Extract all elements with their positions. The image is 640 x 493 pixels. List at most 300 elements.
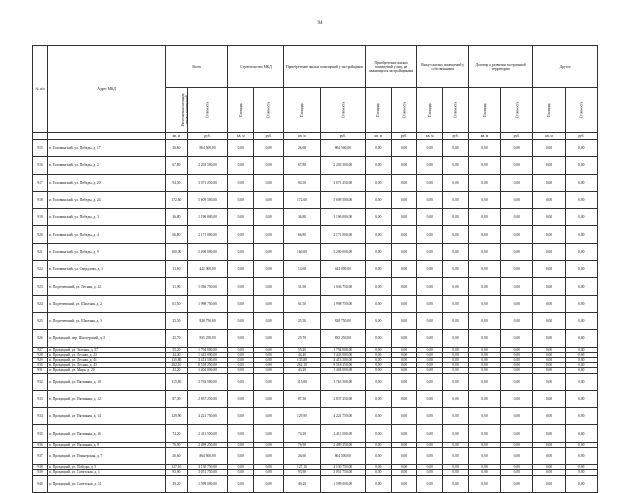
other-cost: 0,00 bbox=[565, 470, 597, 475]
nondeveloper-area: 0,00 bbox=[365, 140, 391, 157]
other-area: 0,00 bbox=[533, 191, 565, 208]
group-developer-purchase: Приобретение жилых помещений у застройщиков bbox=[284, 46, 366, 88]
other-cost: 0,00 bbox=[565, 465, 597, 470]
other-area: 0,00 bbox=[533, 312, 565, 329]
territory-cost: 0,00 bbox=[501, 140, 533, 157]
other-cost: 0,00 bbox=[565, 278, 597, 295]
unit-sqm: кв. м bbox=[284, 133, 321, 140]
row-number: 924 bbox=[33, 295, 48, 312]
other-area: 0,00 bbox=[533, 226, 565, 243]
table-row bbox=[33, 312, 598, 329]
construction-cost: 0,00 bbox=[254, 465, 284, 470]
row-address: п. Прокуцкий, ул. Зеленая, д. 57 bbox=[48, 347, 166, 352]
buyout-area: 0,00 bbox=[417, 278, 443, 295]
other-cost: 0,00 bbox=[565, 390, 597, 407]
construction-area: 0,00 bbox=[228, 425, 254, 442]
col-num: № п/п bbox=[33, 46, 48, 133]
nondeveloper-area: 0,00 bbox=[365, 312, 391, 329]
subhead-cost: Стоимость bbox=[187, 88, 228, 133]
buyout-cost: 0,00 bbox=[443, 373, 469, 390]
buyout-area: 0,00 bbox=[417, 191, 443, 208]
buyout-cost: 0,00 bbox=[443, 363, 469, 368]
territory-cost: 0,00 bbox=[501, 373, 533, 390]
nondeveloper-cost: 0,00 bbox=[391, 363, 417, 368]
other-area: 0,00 bbox=[533, 330, 565, 347]
developer-area: 262,10 bbox=[284, 363, 321, 368]
developer-area: 13,60 bbox=[284, 261, 321, 278]
construction-area: 0,00 bbox=[228, 470, 254, 475]
row-address: п. Прокуцкий, ул. Лесная, д. 23 bbox=[48, 352, 166, 357]
unit-rub: руб. bbox=[501, 133, 533, 140]
total-area: 76,90 bbox=[166, 442, 187, 447]
construction-area: 0,00 bbox=[228, 174, 254, 191]
buyout-cost: 0,00 bbox=[443, 425, 469, 442]
buyout-area: 0,00 bbox=[417, 226, 443, 243]
subhead-square: Площадь bbox=[533, 88, 565, 133]
developer-area: 87,30 bbox=[284, 390, 321, 407]
row-address: п. Головинский, ул. Победы, д. 17 bbox=[48, 140, 166, 157]
construction-area: 0,00 bbox=[228, 226, 254, 243]
developer-area: 129,90 bbox=[284, 408, 321, 425]
construction-area: 0,00 bbox=[228, 368, 254, 373]
territory-cost: 0,00 bbox=[501, 278, 533, 295]
buyout-area: 0,00 bbox=[417, 352, 443, 357]
nondeveloper-cost: 0,00 bbox=[391, 408, 417, 425]
territory-cost: 0,00 bbox=[501, 465, 533, 470]
developer-area: 31,90 bbox=[284, 278, 321, 295]
total-cost: 1 443 000,00 bbox=[187, 352, 228, 357]
developer-area: 93,90 bbox=[284, 470, 321, 475]
other-area: 0,00 bbox=[533, 261, 565, 278]
other-area: 0,00 bbox=[533, 465, 565, 470]
row-address: п. Прокуцкий, ул. Советская, д. 11 bbox=[48, 475, 166, 492]
developer-cost: 828 750,00 bbox=[320, 312, 365, 329]
total-cost: 442 000,00 bbox=[187, 261, 228, 278]
territory-area: 0,00 bbox=[468, 140, 500, 157]
territory-cost: 0,00 bbox=[501, 447, 533, 464]
territory-area: 0,00 bbox=[468, 442, 500, 447]
row-number: 938 bbox=[33, 465, 48, 470]
table-row bbox=[33, 140, 598, 157]
total-cost: 2 411 500,00 bbox=[187, 425, 228, 442]
developer-cost: 5 609 500,00 bbox=[320, 191, 365, 208]
nondeveloper-area: 0,00 bbox=[365, 243, 391, 260]
nondeveloper-cost: 0,00 bbox=[391, 470, 417, 475]
construction-cost: 0,00 bbox=[254, 408, 284, 425]
territory-cost: 0,00 bbox=[501, 209, 533, 226]
territory-cost: 0,00 bbox=[501, 425, 533, 442]
subhead-area: Расселяемая площадь жилых помещений bbox=[166, 88, 187, 133]
total-cost: 2 837 250,00 bbox=[187, 390, 228, 407]
subhead-cost: Стоимость bbox=[565, 88, 597, 133]
other-area: 0,00 bbox=[533, 368, 565, 373]
nondeveloper-cost: 0,00 bbox=[391, 368, 417, 373]
nondeveloper-area: 0,00 bbox=[365, 442, 391, 447]
page-number: 94 bbox=[317, 21, 323, 26]
nondeveloper-cost: 0,00 bbox=[391, 157, 417, 174]
row-number: 930 bbox=[33, 363, 48, 368]
nondeveloper-area: 0,00 bbox=[365, 373, 391, 390]
row-number: 940 bbox=[33, 475, 48, 492]
construction-area: 0,00 bbox=[228, 330, 254, 347]
construction-cost: 0,00 bbox=[254, 278, 284, 295]
construction-area: 0,00 bbox=[228, 191, 254, 208]
developer-cost: 4 221 750,00 bbox=[320, 408, 365, 425]
other-cost: 0,00 bbox=[565, 226, 597, 243]
developer-area: 76,90 bbox=[284, 442, 321, 447]
other-area: 0,00 bbox=[533, 295, 565, 312]
buyout-cost: 0,00 bbox=[443, 390, 469, 407]
territory-cost: 0,00 bbox=[501, 261, 533, 278]
row-number: 919 bbox=[33, 209, 48, 226]
other-area: 0,00 bbox=[533, 140, 565, 157]
buyout-cost: 0,00 bbox=[443, 357, 469, 362]
developer-area: 115,80 bbox=[284, 373, 321, 390]
subhead-cost: Стоимость bbox=[320, 88, 365, 133]
nondeveloper-area: 0,00 bbox=[365, 425, 391, 442]
developer-area: 74,20 bbox=[284, 425, 321, 442]
buyout-cost: 0,00 bbox=[443, 347, 469, 352]
buyout-cost: 0,00 bbox=[443, 226, 469, 243]
construction-cost: 0,00 bbox=[254, 174, 284, 191]
construction-cost: 0,00 bbox=[254, 312, 284, 329]
nondeveloper-cost: 0,00 bbox=[391, 357, 417, 362]
total-area: 262,10 bbox=[166, 363, 187, 368]
construction-area: 0,00 bbox=[228, 261, 254, 278]
nondeveloper-cost: 0,00 bbox=[391, 465, 417, 470]
nondeveloper-cost: 0,00 bbox=[391, 447, 417, 464]
construction-cost: 0,00 bbox=[254, 352, 284, 357]
construction-area: 0,00 bbox=[228, 390, 254, 407]
buyout-area: 0,00 bbox=[417, 408, 443, 425]
territory-area: 0,00 bbox=[468, 261, 500, 278]
buyout-cost: 0,00 bbox=[443, 408, 469, 425]
total-cost: 3 763 500,00 bbox=[187, 373, 228, 390]
developer-cost: 3 763 500,00 bbox=[320, 373, 365, 390]
other-area: 0,00 bbox=[533, 447, 565, 464]
territory-cost: 0,00 bbox=[501, 390, 533, 407]
territory-area: 0,00 bbox=[468, 447, 500, 464]
buyout-cost: 0,00 bbox=[443, 368, 469, 373]
nondeveloper-area: 0,00 bbox=[365, 390, 391, 407]
total-cost: 835 250,00 bbox=[187, 330, 228, 347]
nondeveloper-area: 0,00 bbox=[365, 226, 391, 243]
buyout-cost: 0,00 bbox=[443, 174, 469, 191]
row-address: п. Головинский, ул. Победы, д. 9 bbox=[48, 243, 166, 260]
total-cost: 1 404 000,00 bbox=[187, 368, 228, 373]
developer-area: 67,80 bbox=[284, 157, 321, 174]
total-area: 67,80 bbox=[166, 157, 187, 174]
nondeveloper-area: 0,00 bbox=[365, 347, 391, 352]
territory-area: 0,00 bbox=[468, 363, 500, 368]
developer-cost: 2 203 500,00 bbox=[320, 157, 365, 174]
nondeveloper-cost: 0,00 bbox=[391, 191, 417, 208]
construction-area: 0,00 bbox=[228, 357, 254, 362]
construction-cost: 0,00 bbox=[254, 368, 284, 373]
row-address: п. Прокуцкий, ул. Пятинная, д. 16 bbox=[48, 425, 166, 442]
nondeveloper-cost: 0,00 bbox=[391, 347, 417, 352]
nondeveloper-cost: 0,00 bbox=[391, 330, 417, 347]
nondeveloper-area: 0,00 bbox=[365, 261, 391, 278]
unit-rub: руб. bbox=[565, 133, 597, 140]
developer-cost: 864 500,00 bbox=[320, 140, 365, 157]
buyout-cost: 0,00 bbox=[443, 140, 469, 157]
total-area: 127,10 bbox=[166, 465, 187, 470]
territory-area: 0,00 bbox=[468, 352, 500, 357]
total-cost: 1 036 750,00 bbox=[187, 278, 228, 295]
total-cost: 5 609 500,00 bbox=[187, 191, 228, 208]
total-cost: 1 599 000,00 bbox=[187, 475, 228, 492]
construction-area: 0,00 bbox=[228, 352, 254, 357]
territory-area: 0,00 bbox=[468, 295, 500, 312]
territory-cost: 0,00 bbox=[501, 312, 533, 329]
row-address: п. Подгечевский, ул. Шахтная, д. 3 bbox=[48, 312, 166, 329]
table-row bbox=[33, 278, 598, 295]
row-number: 928 bbox=[33, 352, 48, 357]
buyout-cost: 0,00 bbox=[443, 261, 469, 278]
total-cost: 4 221 750,00 bbox=[187, 408, 228, 425]
unit-rub: руб. bbox=[254, 133, 284, 140]
buyout-cost: 0,00 bbox=[443, 330, 469, 347]
other-area: 0,00 bbox=[533, 408, 565, 425]
row-address: п. Головинский, ул. Свердлова, д. 1 bbox=[48, 261, 166, 278]
row-address: п. Головинский, ул. Победы, д. 20 bbox=[48, 174, 166, 191]
other-cost: 0,00 bbox=[565, 157, 597, 174]
nondeveloper-area: 0,00 bbox=[365, 368, 391, 373]
construction-area: 0,00 bbox=[228, 295, 254, 312]
total-area: 172,60 bbox=[166, 191, 187, 208]
table-row bbox=[33, 261, 598, 278]
territory-area: 0,00 bbox=[468, 470, 500, 475]
developer-area: 25,50 bbox=[284, 312, 321, 329]
territory-area: 0,00 bbox=[468, 347, 500, 352]
buyout-area: 0,00 bbox=[417, 330, 443, 347]
other-cost: 0,00 bbox=[565, 408, 597, 425]
other-cost: 0,00 bbox=[565, 174, 597, 191]
developer-cost: 2 411 500,00 bbox=[320, 425, 365, 442]
total-cost: 3 051 750,00 bbox=[187, 470, 228, 475]
row-number: 939 bbox=[33, 470, 48, 475]
total-area: 129,90 bbox=[166, 408, 187, 425]
buyout-cost: 0,00 bbox=[443, 243, 469, 260]
territory-cost: 0,00 bbox=[501, 295, 533, 312]
subhead-square: Площадь bbox=[228, 88, 254, 133]
developer-cost: 2 837 250,00 bbox=[320, 390, 365, 407]
table-row bbox=[33, 390, 598, 407]
other-cost: 0,00 bbox=[565, 209, 597, 226]
buyout-area: 0,00 bbox=[417, 363, 443, 368]
territory-cost: 0,00 bbox=[501, 352, 533, 357]
construction-area: 0,00 bbox=[228, 373, 254, 390]
buyout-cost: 0,00 bbox=[443, 312, 469, 329]
other-area: 0,00 bbox=[533, 352, 565, 357]
table-row bbox=[33, 475, 598, 492]
nondeveloper-area: 0,00 bbox=[365, 330, 391, 347]
developer-area: 61,50 bbox=[284, 295, 321, 312]
total-cost: 4 130 750,00 bbox=[187, 465, 228, 470]
total-cost: 1 794 000,00 bbox=[187, 347, 228, 352]
territory-area: 0,00 bbox=[468, 191, 500, 208]
other-cost: 0,00 bbox=[565, 261, 597, 278]
table-row bbox=[33, 157, 598, 174]
other-cost: 0,00 bbox=[565, 140, 597, 157]
table-header bbox=[33, 46, 598, 140]
nondeveloper-area: 0,00 bbox=[365, 465, 391, 470]
table-row bbox=[33, 209, 598, 226]
territory-cost: 0,00 bbox=[501, 470, 533, 475]
developer-area: 172,60 bbox=[284, 191, 321, 208]
subhead-square: Площадь bbox=[417, 88, 443, 133]
total-area: 25,70 bbox=[166, 330, 187, 347]
construction-cost: 0,00 bbox=[254, 357, 284, 362]
buyout-cost: 0,00 bbox=[443, 447, 469, 464]
buyout-area: 0,00 bbox=[417, 174, 443, 191]
row-number: 932 bbox=[33, 373, 48, 390]
construction-area: 0,00 bbox=[228, 278, 254, 295]
total-area: 31,90 bbox=[166, 278, 187, 295]
total-cost: 1 196 000,00 bbox=[187, 209, 228, 226]
territory-cost: 0,00 bbox=[501, 368, 533, 373]
territory-cost: 0,00 bbox=[501, 157, 533, 174]
nondeveloper-area: 0,00 bbox=[365, 408, 391, 425]
other-cost: 0,00 bbox=[565, 373, 597, 390]
total-area: 61,50 bbox=[166, 295, 187, 312]
construction-cost: 0,00 bbox=[254, 390, 284, 407]
developer-cost: 1 794 000,00 bbox=[320, 347, 365, 352]
other-cost: 0,00 bbox=[565, 347, 597, 352]
other-area: 0,00 bbox=[533, 475, 565, 492]
territory-area: 0,00 bbox=[468, 330, 500, 347]
buyout-area: 0,00 bbox=[417, 295, 443, 312]
other-area: 0,00 bbox=[533, 425, 565, 442]
total-cost: 828 750,00 bbox=[187, 312, 228, 329]
row-address: п. Прокуцкий, ул. Пионерская, д. 7 bbox=[48, 447, 166, 464]
row-address: п. Подгечевский, ул. Лесная, д. 12 bbox=[48, 278, 166, 295]
unit-sqm: кв. м bbox=[166, 133, 187, 140]
row-address: п. Прокуцкий, ул. Советская, д. 1 bbox=[48, 470, 166, 475]
construction-cost: 0,00 bbox=[254, 261, 284, 278]
buyout-area: 0,00 bbox=[417, 261, 443, 278]
other-cost: 0,00 bbox=[565, 447, 597, 464]
nondeveloper-cost: 0,00 bbox=[391, 312, 417, 329]
construction-cost: 0,00 bbox=[254, 347, 284, 352]
row-number: 936 bbox=[33, 442, 48, 447]
buyout-cost: 0,00 bbox=[443, 352, 469, 357]
territory-cost: 0,00 bbox=[501, 475, 533, 492]
other-cost: 0,00 bbox=[565, 363, 597, 368]
other-cost: 0,00 bbox=[565, 357, 597, 362]
total-cost: 2 499 250,00 bbox=[187, 442, 228, 447]
row-number: 915 bbox=[33, 140, 48, 157]
nondeveloper-area: 0,00 bbox=[365, 357, 391, 362]
subhead-cost: Стоимость bbox=[501, 88, 533, 133]
developer-cost: 1 443 000,00 bbox=[320, 352, 365, 357]
construction-cost: 0,00 bbox=[254, 425, 284, 442]
nondeveloper-cost: 0,00 bbox=[391, 261, 417, 278]
other-cost: 0,00 bbox=[565, 191, 597, 208]
total-area: 74,20 bbox=[166, 425, 187, 442]
territory-area: 0,00 bbox=[468, 226, 500, 243]
developer-cost: 5 200 000,00 bbox=[320, 243, 365, 260]
total-area: 26,60 bbox=[166, 447, 187, 464]
nondeveloper-area: 0,00 bbox=[365, 363, 391, 368]
other-cost: 0,00 bbox=[565, 243, 597, 260]
developer-cost: 1 196 000,00 bbox=[320, 209, 365, 226]
group-territory-development: Договор о развитии застроенной территории bbox=[468, 46, 532, 88]
construction-area: 0,00 bbox=[228, 465, 254, 470]
other-area: 0,00 bbox=[533, 243, 565, 260]
buyout-area: 0,00 bbox=[417, 442, 443, 447]
buyout-area: 0,00 bbox=[417, 312, 443, 329]
developer-area: 44,40 bbox=[284, 352, 321, 357]
row-address: п. Прокуцкий, пер. Шахтерский, д. 5 bbox=[48, 330, 166, 347]
total-area: 93,90 bbox=[166, 470, 187, 475]
developer-cost: 1 599 000,00 bbox=[320, 475, 365, 492]
construction-area: 0,00 bbox=[228, 347, 254, 352]
developer-cost: 2 499 250,00 bbox=[320, 442, 365, 447]
nondeveloper-cost: 0,00 bbox=[391, 295, 417, 312]
total-area: 94,50 bbox=[166, 174, 187, 191]
row-number: 920 bbox=[33, 226, 48, 243]
subhead-cost: Стоимость bbox=[391, 88, 417, 133]
table-row bbox=[33, 174, 598, 191]
construction-area: 0,00 bbox=[228, 157, 254, 174]
group-construction: Строительство МКД bbox=[228, 46, 284, 88]
nondeveloper-area: 0,00 bbox=[365, 209, 391, 226]
group-buyout: Выкуп жилых помещений у собственников bbox=[417, 46, 469, 88]
other-area: 0,00 bbox=[533, 278, 565, 295]
resettlement-table bbox=[32, 45, 598, 493]
subhead-square: Площадь bbox=[468, 88, 500, 133]
total-cost: 4 413 500,00 bbox=[187, 357, 228, 362]
buyout-cost: 0,00 bbox=[443, 442, 469, 447]
construction-cost: 0,00 bbox=[254, 373, 284, 390]
total-area: 160,00 bbox=[166, 243, 187, 260]
total-area: 55,20 bbox=[166, 347, 187, 352]
row-address: п. Прокуцкий, ул. Пятинная, д. 14 bbox=[48, 408, 166, 425]
nondeveloper-area: 0,00 bbox=[365, 295, 391, 312]
construction-cost: 0,00 bbox=[254, 191, 284, 208]
unit-sqm: кв. м bbox=[228, 133, 254, 140]
nondeveloper-area: 0,00 bbox=[365, 174, 391, 191]
developer-area: 26,60 bbox=[284, 140, 321, 157]
nondeveloper-area: 0,00 bbox=[365, 475, 391, 492]
territory-area: 0,00 bbox=[468, 243, 500, 260]
row-number: 925 bbox=[33, 312, 48, 329]
buyout-cost: 0,00 bbox=[443, 475, 469, 492]
territory-cost: 0,00 bbox=[501, 408, 533, 425]
territory-area: 0,00 bbox=[468, 373, 500, 390]
developer-cost: 4 130 750,00 bbox=[320, 465, 365, 470]
territory-cost: 0,00 bbox=[501, 226, 533, 243]
total-cost: 2 171 000,00 bbox=[187, 226, 228, 243]
total-area: 26,60 bbox=[166, 140, 187, 157]
developer-cost: 1 036 750,00 bbox=[320, 278, 365, 295]
buyout-cost: 0,00 bbox=[443, 209, 469, 226]
total-area: 115,80 bbox=[166, 373, 187, 390]
row-number: 916 bbox=[33, 157, 48, 174]
construction-cost: 0,00 bbox=[254, 447, 284, 464]
buyout-area: 0,00 bbox=[417, 373, 443, 390]
row-address: п. Подгечевский, ул. Шахтная, д. 2 bbox=[48, 295, 166, 312]
buyout-area: 0,00 bbox=[417, 475, 443, 492]
other-cost: 0,00 bbox=[565, 352, 597, 357]
construction-cost: 0,00 bbox=[254, 209, 284, 226]
buyout-cost: 0,00 bbox=[443, 470, 469, 475]
territory-cost: 0,00 bbox=[501, 243, 533, 260]
other-area: 0,00 bbox=[533, 357, 565, 362]
subhead-square: Площадь bbox=[284, 88, 321, 133]
